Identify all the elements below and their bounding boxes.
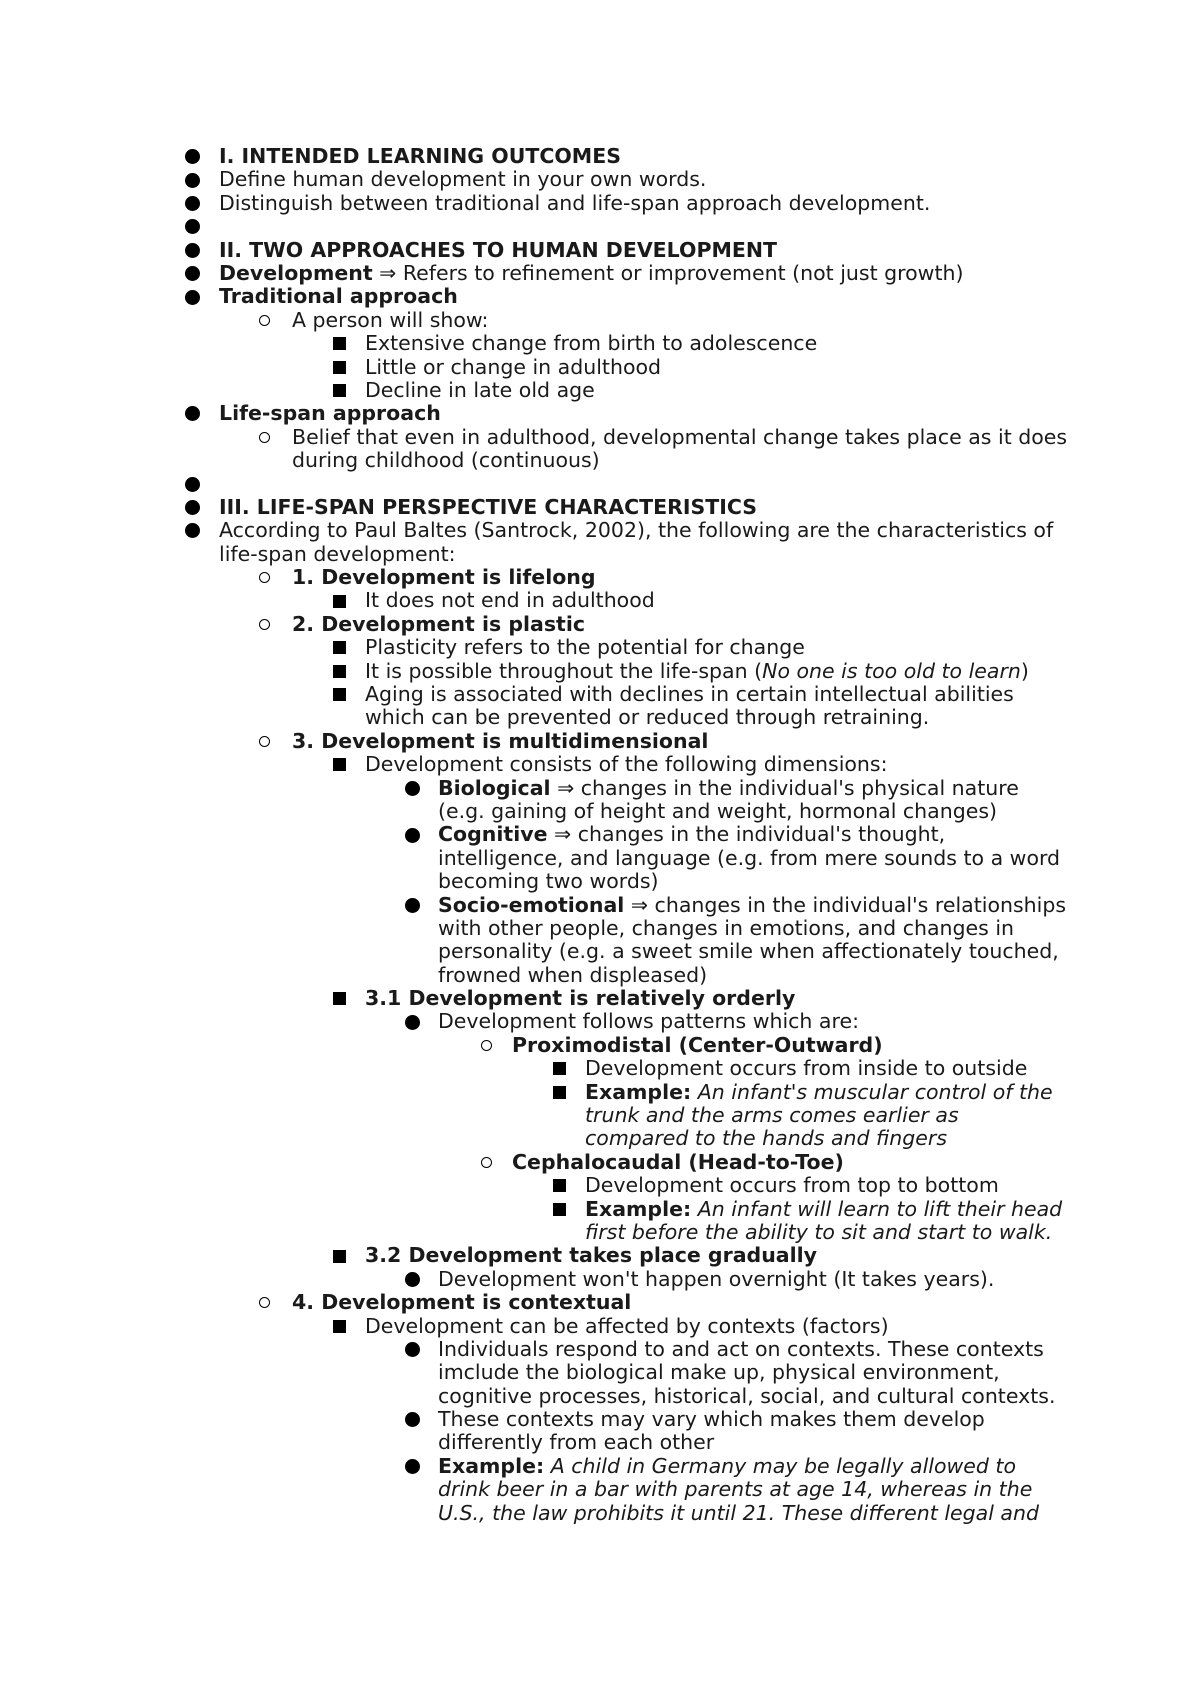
- bullet-icon: [183, 472, 201, 495]
- square-bullet-icon: [330, 660, 348, 683]
- text-span: with other people, changes in emotions, and changes in: [438, 915, 1015, 940]
- outline-line: [0, 1174, 1200, 1197]
- outline-text: [512, 1151, 844, 1174]
- outline-text: [219, 239, 777, 262]
- text-span: Proximodistal (Center-Outward): [512, 1032, 883, 1057]
- square-bullet-icon: [550, 1057, 568, 1080]
- outline-text: [365, 1315, 889, 1338]
- text-span: Socio-emotional: [438, 892, 625, 917]
- outline-line: [0, 192, 1200, 215]
- text-span: 3.2 Development takes place gradually: [365, 1243, 818, 1268]
- outline-text: [365, 987, 795, 1010]
- outline-line: [0, 589, 1200, 612]
- outline-line: [0, 239, 1200, 262]
- outline-line: [0, 472, 1200, 495]
- text-span: cognitive processes, historical, social, and cultural contexts.: [438, 1383, 1056, 1408]
- text-span: Individuals respond to and act on contexts. These contexts: [438, 1336, 1044, 1361]
- outline-line: [0, 636, 1200, 659]
- outline-line: [0, 1455, 1200, 1478]
- outline-text: [292, 613, 585, 636]
- text-span: ⇒ changes in the individual's physical nature: [550, 775, 1019, 800]
- circle-bullet-icon: [255, 613, 273, 636]
- text-span: II. TWO APPROACHES TO HUMAN DEVELOPMENT: [219, 237, 778, 262]
- outline-line: [0, 1478, 1200, 1501]
- text-span: ⇒ Refers to refinement or improvement (not just growth): [372, 260, 964, 285]
- outline-line: [0, 940, 1200, 963]
- outline-text: [219, 285, 458, 308]
- outline-text: [365, 683, 1014, 706]
- outline-text: [585, 1104, 959, 1127]
- outline-line: [0, 1315, 1200, 1338]
- outline-line: [0, 1385, 1200, 1408]
- text-span: compared to the hands and fingers: [585, 1126, 947, 1151]
- circle-bullet-icon: [477, 1151, 495, 1174]
- outline-line: [0, 449, 1200, 472]
- text-span: during childhood (continuous): [292, 448, 600, 473]
- outline-text: [219, 262, 963, 285]
- text-span: becoming two words): [438, 869, 659, 894]
- outline-text: [365, 660, 1029, 683]
- square-bullet-icon: [330, 1315, 348, 1338]
- circle-bullet-icon: [255, 730, 273, 753]
- outline-text: [438, 777, 1019, 800]
- text-span: These contexts may vary which makes them develop: [438, 1407, 985, 1432]
- outline-text: [219, 402, 441, 425]
- outline-line: [0, 1431, 1200, 1454]
- outline-line: [0, 1010, 1200, 1033]
- text-span: 4. Development is contextual: [292, 1290, 632, 1315]
- text-span: Example:: [438, 1453, 545, 1478]
- outline-text: [438, 1338, 1044, 1361]
- outline-line: [0, 683, 1200, 706]
- square-bullet-icon: [330, 332, 348, 355]
- text-span: frowned when displeased): [438, 962, 708, 987]
- outline-line: [0, 1502, 1200, 1525]
- outline-line: [0, 1244, 1200, 1267]
- text-span: U.S., the law prohibits it until 21. These different legal and: [438, 1500, 1039, 1525]
- outline-line: [0, 309, 1200, 332]
- outline-line: [0, 1268, 1200, 1291]
- bullet-icon: [403, 777, 421, 800]
- outline-text: [365, 356, 661, 379]
- text-span: Development occurs from inside to outside: [585, 1056, 1028, 1081]
- outline-text: [292, 1291, 631, 1314]
- text-span: Example:: [585, 1079, 692, 1104]
- outline-text: [438, 1385, 1055, 1408]
- bullet-icon: [403, 1338, 421, 1361]
- text-span: Plasticity refers to the potential for change: [365, 635, 805, 660]
- text-span: Little or change in adulthood: [365, 354, 662, 379]
- outline-text: [365, 379, 595, 402]
- outline-line: [0, 215, 1200, 238]
- text-span: It does not end in adulthood: [365, 588, 655, 613]
- outline-line: [0, 1081, 1200, 1104]
- text-span: A person will show:: [292, 307, 489, 332]
- text-span: 2. Development is plastic: [292, 611, 586, 636]
- text-span: Extensive change from birth to adolescence: [365, 331, 818, 356]
- outline-text: [292, 566, 596, 589]
- outline-line: [0, 1151, 1200, 1174]
- text-span: Cephalocaudal (Head-to-Toe): [512, 1149, 844, 1174]
- text-span: I. INTENDED LEARNING OUTCOMES: [219, 144, 621, 168]
- outline-text: [438, 1455, 1016, 1478]
- outline-line: [0, 402, 1200, 425]
- circle-bullet-icon: [255, 426, 273, 449]
- outline-line: [0, 730, 1200, 753]
- outline-line: [0, 1104, 1200, 1127]
- square-bullet-icon: [330, 589, 348, 612]
- outline-line: [0, 379, 1200, 402]
- bullet-icon: [403, 1408, 421, 1431]
- outline-text: [438, 1408, 985, 1431]
- bullet-icon: [183, 402, 201, 425]
- bullet-icon: [403, 894, 421, 917]
- text-span: Decline in late old age: [365, 377, 595, 402]
- outline-text: [365, 636, 805, 659]
- text-span: 3. Development is multidimensional: [292, 728, 709, 753]
- outline-line: [0, 870, 1200, 893]
- outline-line: [0, 1198, 1200, 1221]
- outline-text: [438, 1268, 994, 1291]
- text-span: intelligence, and language (e.g. from mere sounds to a word: [438, 845, 1061, 870]
- text-span: Life-span approach: [219, 401, 441, 426]
- bullet-icon: [183, 285, 201, 308]
- text-span: Example:: [585, 1196, 692, 1221]
- outline-text: [585, 1057, 1027, 1080]
- text-span: first before the ability to sit and start to walk.: [585, 1219, 1053, 1244]
- text-span: An infant will learn to lift their head: [691, 1196, 1063, 1221]
- text-span: 3.1 Development is relatively orderly: [365, 986, 796, 1011]
- square-bullet-icon: [330, 356, 348, 379]
- text-span: life-span development:: [219, 541, 456, 566]
- outline-text: [438, 1502, 1039, 1525]
- outline-text: [438, 1431, 714, 1454]
- bullet-icon: [403, 1268, 421, 1291]
- circle-bullet-icon: [477, 1034, 495, 1057]
- outline-list: [0, 145, 1200, 1525]
- circle-bullet-icon: [255, 309, 273, 332]
- text-span: Development: [219, 260, 373, 285]
- bullet-icon: [403, 1455, 421, 1478]
- text-span: Cognitive: [438, 822, 548, 847]
- outline-text: [219, 543, 456, 566]
- outline-text: [365, 589, 655, 612]
- outline-text: [438, 917, 1014, 940]
- outline-text: [438, 800, 997, 823]
- text-span: differently from each other: [438, 1430, 715, 1455]
- square-bullet-icon: [550, 1198, 568, 1221]
- bullet-icon: [183, 519, 201, 542]
- text-span: ): [1020, 658, 1029, 683]
- text-span: Biological: [438, 775, 551, 800]
- outline-line: [0, 496, 1200, 519]
- outline-text: [585, 1127, 947, 1150]
- outline-text: [438, 847, 1060, 870]
- outline-text: [292, 730, 708, 753]
- circle-bullet-icon: [255, 566, 273, 589]
- outline-text: [219, 168, 706, 191]
- outline-line: [0, 356, 1200, 379]
- square-bullet-icon: [330, 636, 348, 659]
- outline-text: [438, 823, 945, 846]
- outline-text: [585, 1081, 1053, 1104]
- square-bullet-icon: [330, 683, 348, 706]
- square-bullet-icon: [550, 1174, 568, 1197]
- outline-line: [0, 823, 1200, 846]
- outline-line: [0, 566, 1200, 589]
- outline-line: [0, 1221, 1200, 1244]
- outline-text: [438, 1361, 1000, 1384]
- outline-line: [0, 145, 1200, 168]
- text-span: Traditional approach: [219, 284, 458, 309]
- outline-line: [0, 285, 1200, 308]
- outline-text: [438, 1478, 1032, 1501]
- text-span: (e.g. gaining of height and weight, hormonal changes): [438, 798, 998, 823]
- outline-line: [0, 753, 1200, 776]
- text-span: It is possible throughout the life-span (: [365, 658, 763, 683]
- outline-text: [292, 309, 488, 332]
- outline-line: [0, 1361, 1200, 1384]
- outline-text: [438, 964, 707, 987]
- bullet-icon: [183, 192, 201, 215]
- text-span: An infant's muscular control of the: [691, 1079, 1053, 1104]
- outline-text: [219, 192, 930, 215]
- bullet-icon: [403, 1010, 421, 1033]
- outline-text: [365, 332, 817, 355]
- outline-text: [365, 706, 929, 729]
- text-span: A child in Germany may be legally allowed to: [544, 1453, 1017, 1478]
- outline-line: [0, 800, 1200, 823]
- square-bullet-icon: [550, 1081, 568, 1104]
- outline-text: [438, 940, 1059, 963]
- bullet-icon: [183, 239, 201, 262]
- text-span: ⇒ changes in the individual's relationships: [624, 892, 1067, 917]
- bullet-icon: [183, 168, 201, 191]
- outline-text: [219, 145, 621, 168]
- text-span: Belief that even in adulthood, developmental change takes place as it does: [292, 424, 1068, 449]
- text-span: Development follows patterns which are:: [438, 1009, 859, 1034]
- outline-text: [292, 449, 600, 472]
- text-span: imclude the biological make up, physical environment,: [438, 1360, 1000, 1385]
- bullet-icon: [183, 262, 201, 285]
- text-span: Development consists of the following dimensions:: [365, 752, 888, 777]
- text-span: drink beer in a bar with parents at age 14, whereas in the: [438, 1477, 1033, 1502]
- outline-text: [365, 753, 888, 776]
- outline-line: [0, 332, 1200, 355]
- outline-text: [438, 1010, 859, 1033]
- text-span: No one is too old to learn: [762, 658, 1021, 683]
- square-bullet-icon: [330, 379, 348, 402]
- outline-line: [0, 1127, 1200, 1150]
- bullet-icon: [183, 145, 201, 168]
- text-span: personality (e.g. a sweet smile when affectionately touched,: [438, 939, 1059, 964]
- text-span: Define human development in your own words.: [219, 167, 707, 192]
- outline-line: [0, 964, 1200, 987]
- circle-bullet-icon: [255, 1291, 273, 1314]
- outline-text: [512, 1034, 883, 1057]
- outline-text: [365, 1244, 817, 1267]
- outline-text: [219, 496, 757, 519]
- outline-line: [0, 894, 1200, 917]
- outline-line: [0, 1338, 1200, 1361]
- outline-text: [438, 870, 659, 893]
- text-span: Development can be affected by contexts (factors): [365, 1313, 889, 1338]
- text-span: which can be prevented or reduced through retraining.: [365, 705, 930, 730]
- outline-line: [0, 1408, 1200, 1431]
- square-bullet-icon: [330, 987, 348, 1010]
- text-span: Distinguish between traditional and life-span approach development.: [219, 190, 931, 215]
- text-span: According to Paul Baltes (Santrock, 2002), the following are the characteristics of: [219, 518, 1054, 543]
- outline-line: [0, 706, 1200, 729]
- outline-line: [0, 613, 1200, 636]
- outline-line: [0, 1034, 1200, 1057]
- outline-line: [0, 777, 1200, 800]
- outline-line: [0, 987, 1200, 1010]
- outline-text: [585, 1174, 999, 1197]
- outline-line: [0, 262, 1200, 285]
- square-bullet-icon: [330, 753, 348, 776]
- bullet-icon: [403, 823, 421, 846]
- outline-text: [292, 426, 1067, 449]
- text-span: ⇒ changes in the individual's thought,: [547, 822, 946, 847]
- outline-line: [0, 519, 1200, 542]
- outline-line: [0, 660, 1200, 683]
- text-span: Development occurs from top to bottom: [585, 1173, 999, 1198]
- outline-line: [0, 847, 1200, 870]
- outline-text: [438, 894, 1066, 917]
- outline-text: [585, 1221, 1052, 1244]
- text-span: Aging is associated with declines in certain intellectual abilities: [365, 681, 1014, 706]
- square-bullet-icon: [330, 1244, 348, 1267]
- outline-line: [0, 168, 1200, 191]
- outline-line: [0, 917, 1200, 940]
- bullet-icon: [183, 496, 201, 519]
- text-span: trunk and the arms comes earlier as: [585, 1103, 959, 1128]
- text-span: Development won't happen overnight (It takes years).: [438, 1266, 995, 1291]
- outline-line: [0, 426, 1200, 449]
- text-span: III. LIFE-SPAN PERSPECTIVE CHARACTERISTICS: [219, 494, 758, 519]
- text-span: 1. Development is lifelong: [292, 565, 596, 590]
- outline-line: [0, 1057, 1200, 1080]
- outline-line: [0, 1291, 1200, 1314]
- outline-text: [585, 1198, 1062, 1221]
- bullet-icon: [183, 215, 201, 238]
- outline-text: [219, 519, 1053, 542]
- outline-line: [0, 543, 1200, 566]
